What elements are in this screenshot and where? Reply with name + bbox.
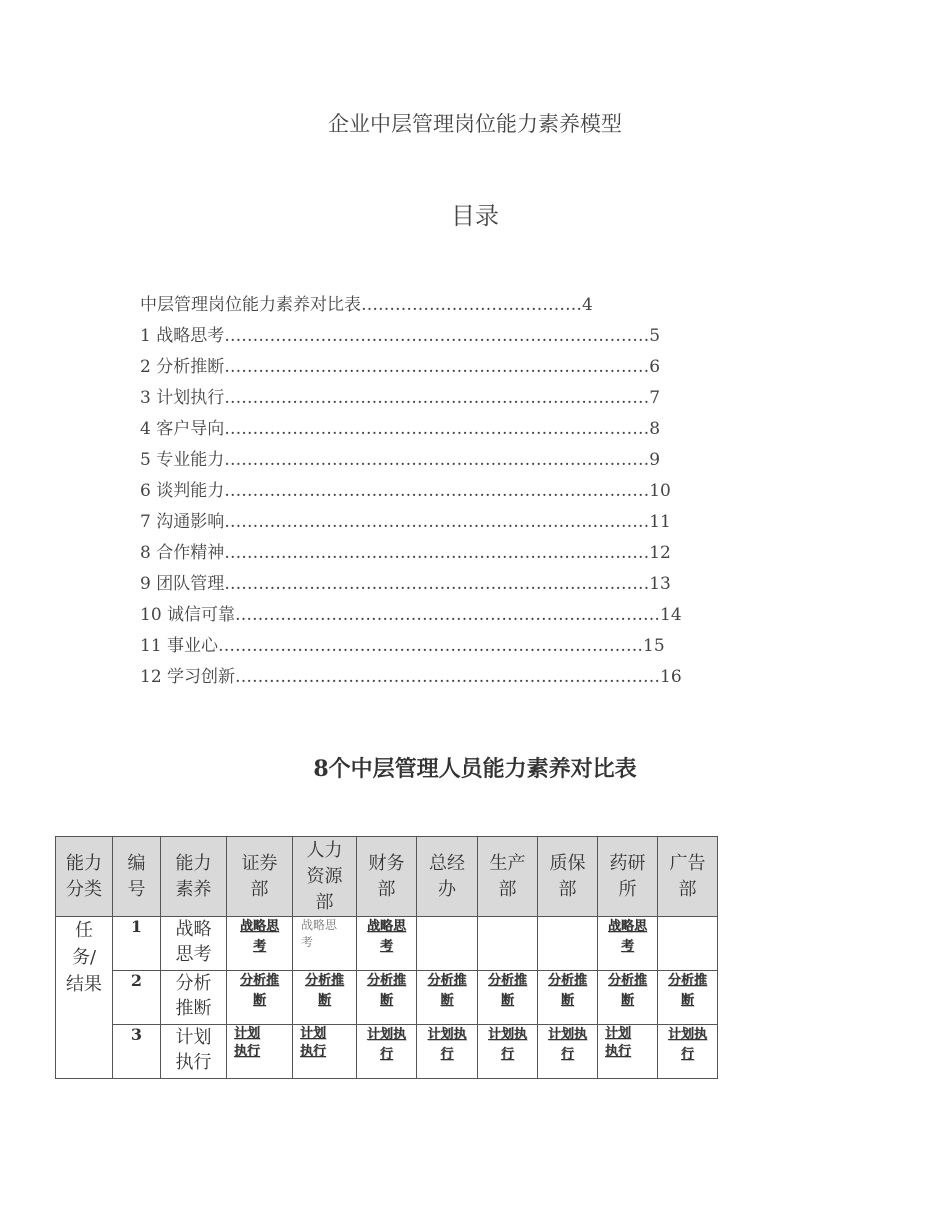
table-cell: 分析推断	[417, 971, 478, 1025]
column-header: 人力资源部	[293, 837, 357, 917]
toc-entry[interactable]	[140, 602, 682, 633]
toc-leader: …………………………………………………………………	[224, 543, 650, 563]
row-number: 3	[113, 1025, 161, 1079]
toc-entry-label: 3 计划执行	[140, 388, 225, 408]
toc-entry[interactable]	[140, 292, 682, 323]
comparison-heading: 8个中层管理人员能力素养对比表	[313, 756, 637, 782]
comparison-table	[55, 836, 718, 1079]
toc-entry[interactable]	[140, 416, 682, 447]
toc-entry-label: 12 学习创新	[140, 667, 236, 687]
toc-entry[interactable]	[140, 509, 682, 540]
column-header: 生产部	[478, 837, 538, 917]
table-row	[56, 917, 718, 971]
table-header-row	[56, 837, 718, 917]
toc-leader: …………………………………………………………………	[224, 512, 650, 532]
table-cell: 分析推断	[478, 971, 538, 1025]
toc-entry[interactable]	[140, 447, 682, 478]
table-cell: 计划执行	[658, 1025, 718, 1079]
toc-entry-page: 4	[582, 295, 593, 315]
table-cell: 分析推断	[227, 971, 293, 1025]
category-cell: 任务/结果	[56, 917, 113, 1079]
column-header: 证券部	[227, 837, 293, 917]
table-cell	[417, 917, 478, 971]
table-cell: 计划执行	[357, 1025, 417, 1079]
table-cell: 分析推断	[293, 971, 357, 1025]
toc-heading: 目录	[451, 202, 499, 230]
toc-entry-page: 6	[649, 357, 661, 377]
row-competency: 计划执行	[161, 1025, 227, 1079]
toc-entry-label: 7 沟通影响	[140, 512, 225, 532]
toc-entry-label: 11 事业心	[140, 636, 219, 656]
column-header: 财务部	[357, 837, 417, 917]
table-cell: 计划执行	[538, 1025, 598, 1079]
toc-entry-label: 5 专业能力	[140, 450, 225, 470]
table-row	[56, 971, 718, 1025]
column-header: 总经办	[417, 837, 478, 917]
toc-entry-label: 9 团队管理	[140, 574, 225, 594]
table-cell	[478, 917, 538, 971]
column-header: 能力分类	[56, 837, 113, 917]
table-cell: 战略思考	[598, 917, 658, 971]
toc-leader: …………………………………………………………………	[235, 667, 661, 687]
table-cell: 计划执行	[598, 1025, 658, 1079]
toc-entry[interactable]	[140, 571, 682, 602]
row-competency: 分析推断	[161, 971, 227, 1025]
toc-leader: …………………………………………………………………	[224, 481, 650, 501]
table-cell: 分析推断	[658, 971, 718, 1025]
table-cell	[538, 917, 598, 971]
table-cell: 计划执行	[417, 1025, 478, 1079]
toc-entry-label: 6 谈判能力	[140, 481, 225, 501]
row-number: 2	[113, 971, 161, 1025]
toc-entry-label: 中层管理岗位能力素养对比表	[140, 295, 361, 315]
toc-entry-page: 13	[649, 574, 671, 594]
row-competency: 战略思考	[161, 917, 227, 971]
toc-entry[interactable]	[140, 633, 682, 664]
document-title: 企业中层管理岗位能力素养模型	[328, 112, 622, 136]
toc-leader: …………………………………………………………………	[224, 326, 650, 346]
toc-entry[interactable]	[140, 385, 682, 416]
toc-entry-label: 10 诚信可靠	[140, 605, 236, 625]
table-row	[56, 1025, 718, 1079]
toc-leader: …………………………………………………………………	[224, 419, 650, 439]
table-cell	[658, 917, 718, 971]
toc-entry[interactable]	[140, 540, 682, 571]
toc-entry-label: 4 客户导向	[140, 419, 225, 439]
toc-entry-label: 1 战略思考	[140, 326, 225, 346]
column-header: 药研所	[598, 837, 658, 917]
table-cell: 战略思考	[357, 917, 417, 971]
toc-entry-page: 10	[649, 481, 671, 501]
column-header: 质保部	[538, 837, 598, 917]
toc-leader: …………………………………………………………………	[235, 605, 661, 625]
table-cell: 计划执行	[227, 1025, 293, 1079]
toc-entry-page: 12	[649, 543, 671, 563]
toc-leader: …………………………………………………………………	[218, 636, 644, 656]
toc-leader: …………………………………………………………………	[224, 388, 650, 408]
table-cell: 战略思考	[227, 917, 293, 971]
table-cell: 战略思考	[293, 917, 357, 971]
table-cell: 计划执行	[478, 1025, 538, 1079]
toc-leader: …………………………………………………………………	[224, 450, 650, 470]
toc-entry-page: 14	[660, 605, 682, 625]
toc-entry-page: 15	[643, 636, 665, 656]
table-cell: 计划执行	[293, 1025, 357, 1079]
toc-leader: …………………………………	[361, 295, 582, 315]
column-header: 编号	[113, 837, 161, 917]
toc-entry-page: 9	[649, 450, 661, 470]
toc-entry-page: 11	[649, 512, 671, 532]
table-of-contents	[140, 292, 682, 695]
toc-entry-label: 8 合作精神	[140, 543, 225, 563]
column-header: 广告部	[658, 837, 718, 917]
toc-entry-page: 8	[649, 419, 661, 439]
table-cell: 分析推断	[598, 971, 658, 1025]
toc-entry-label: 2 分析推断	[140, 357, 225, 377]
table-cell: 分析推断	[357, 971, 417, 1025]
toc-leader: …………………………………………………………………	[224, 357, 650, 377]
toc-entry[interactable]	[140, 323, 682, 354]
toc-entry-page: 16	[660, 667, 682, 687]
toc-entry-page: 5	[649, 326, 661, 346]
toc-leader: …………………………………………………………………	[224, 574, 650, 594]
toc-entry[interactable]	[140, 664, 682, 695]
toc-entry[interactable]	[140, 478, 682, 509]
row-number: 1	[113, 917, 161, 971]
table-cell: 分析推断	[538, 971, 598, 1025]
toc-entry[interactable]	[140, 354, 682, 385]
column-header: 能力素养	[161, 837, 227, 917]
toc-entry-page: 7	[649, 388, 661, 408]
